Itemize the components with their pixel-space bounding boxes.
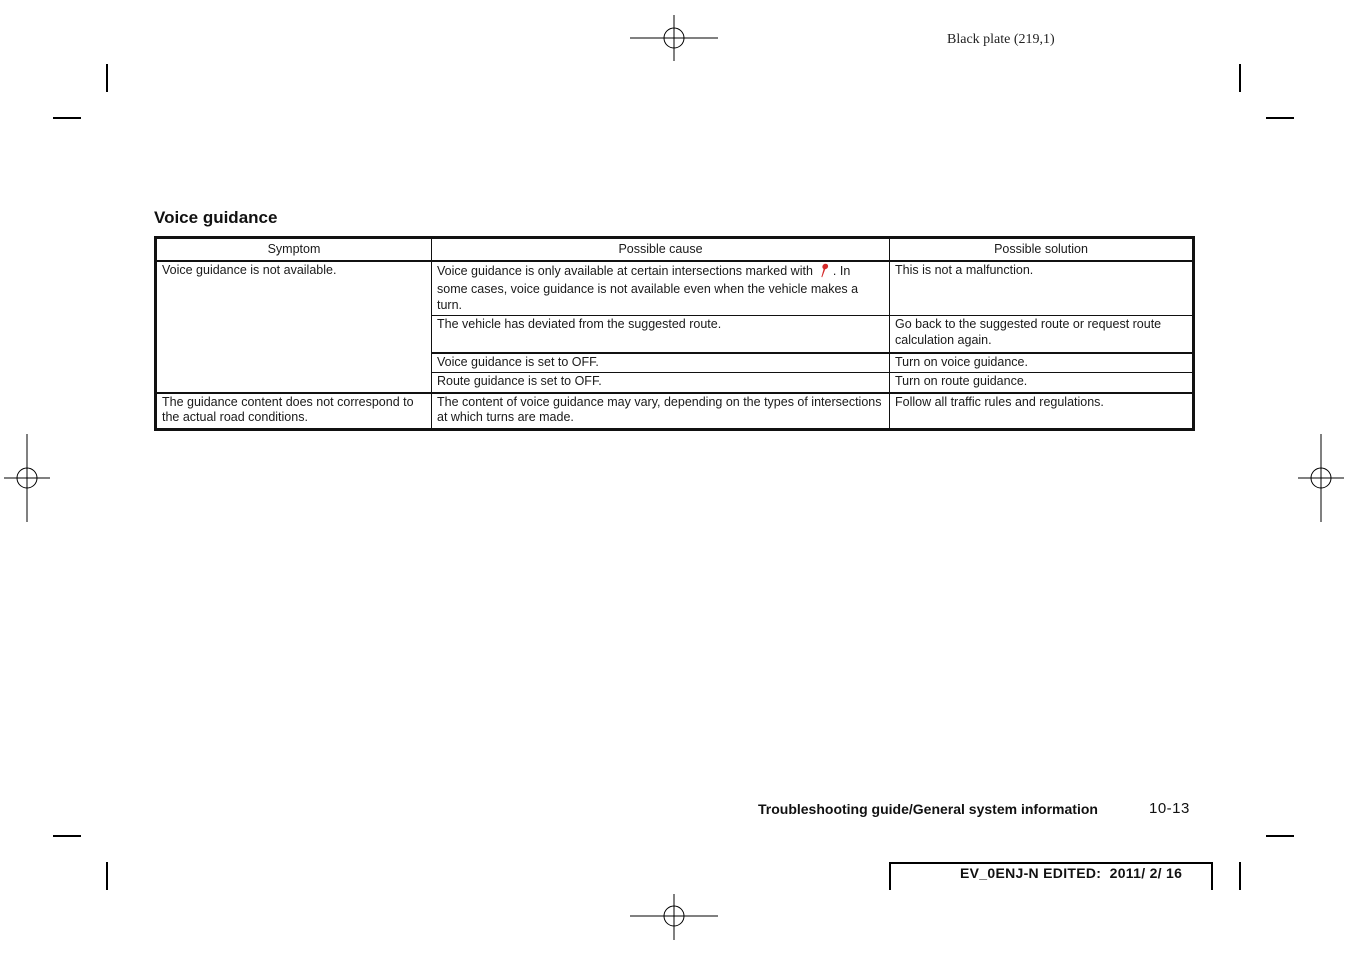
cause-cell: Route guidance is set to OFF.: [432, 373, 890, 393]
crop-mark: [1239, 862, 1241, 890]
edit-stamp-frame-left: [889, 862, 891, 890]
column-header-cause: Possible cause: [432, 238, 890, 261]
cause-cell: Voice guidance is set to OFF.: [432, 353, 890, 373]
solution-cell: Go back to the suggested route or request route calculation again.: [890, 316, 1194, 353]
symptom-cell: The guidance content does not correspond to the actual road conditions.: [156, 393, 432, 430]
footer-section-title: Troubleshooting guide/General system information: [758, 801, 1098, 817]
cause-cell: The content of voice guidance may vary, depending on the types of intersections at which turns are made.: [432, 393, 890, 430]
column-header-symptom: Symptom: [156, 238, 432, 261]
guidance-point-icon: [819, 263, 829, 283]
edit-stamp-frame-right: [1211, 862, 1213, 890]
crop-mark: [106, 64, 108, 92]
cause-text: . In some cases, voice guidance is not available even when the vehicle makes a turn.: [437, 263, 859, 312]
registration-mark-bottom: [630, 894, 718, 940]
section-title: Voice guidance: [154, 208, 278, 227]
table-row: [156, 261, 1194, 316]
edit-stamp-frame-top: [889, 862, 1213, 864]
cause-text: Voice guidance is only available at certain intersections marked with: [437, 263, 813, 278]
registration-mark-top: [630, 15, 718, 61]
solution-cell: Turn on route guidance.: [890, 373, 1194, 393]
solution-cell: Follow all traffic rules and regulations.: [890, 393, 1194, 430]
column-header-solution: Possible solution: [890, 238, 1194, 261]
crop-mark: [53, 117, 81, 119]
crop-mark: [106, 862, 108, 890]
plate-label: Black plate (219,1): [947, 32, 1055, 47]
registration-mark-right: [1298, 434, 1344, 522]
table-header-row: [156, 238, 1194, 261]
troubleshooting-table: [154, 236, 1195, 431]
edit-stamp: EV_0ENJ-N EDITED: 2011/ 2/ 16: [960, 865, 1183, 881]
cause-cell: [432, 261, 890, 316]
crop-mark: [1266, 117, 1294, 119]
solution-cell: Turn on voice guidance.: [890, 353, 1194, 373]
page-number: 10-13: [1149, 800, 1190, 817]
crop-mark: [1239, 64, 1241, 92]
registration-mark-left: [4, 434, 50, 522]
crop-mark: [1266, 835, 1294, 837]
symptom-cell: Voice guidance is not available.: [156, 261, 432, 393]
solution-cell: This is not a malfunction.: [890, 261, 1194, 316]
crop-mark: [53, 835, 81, 837]
cause-cell: The vehicle has deviated from the suggested route.: [432, 316, 890, 353]
table-row: [156, 393, 1194, 430]
